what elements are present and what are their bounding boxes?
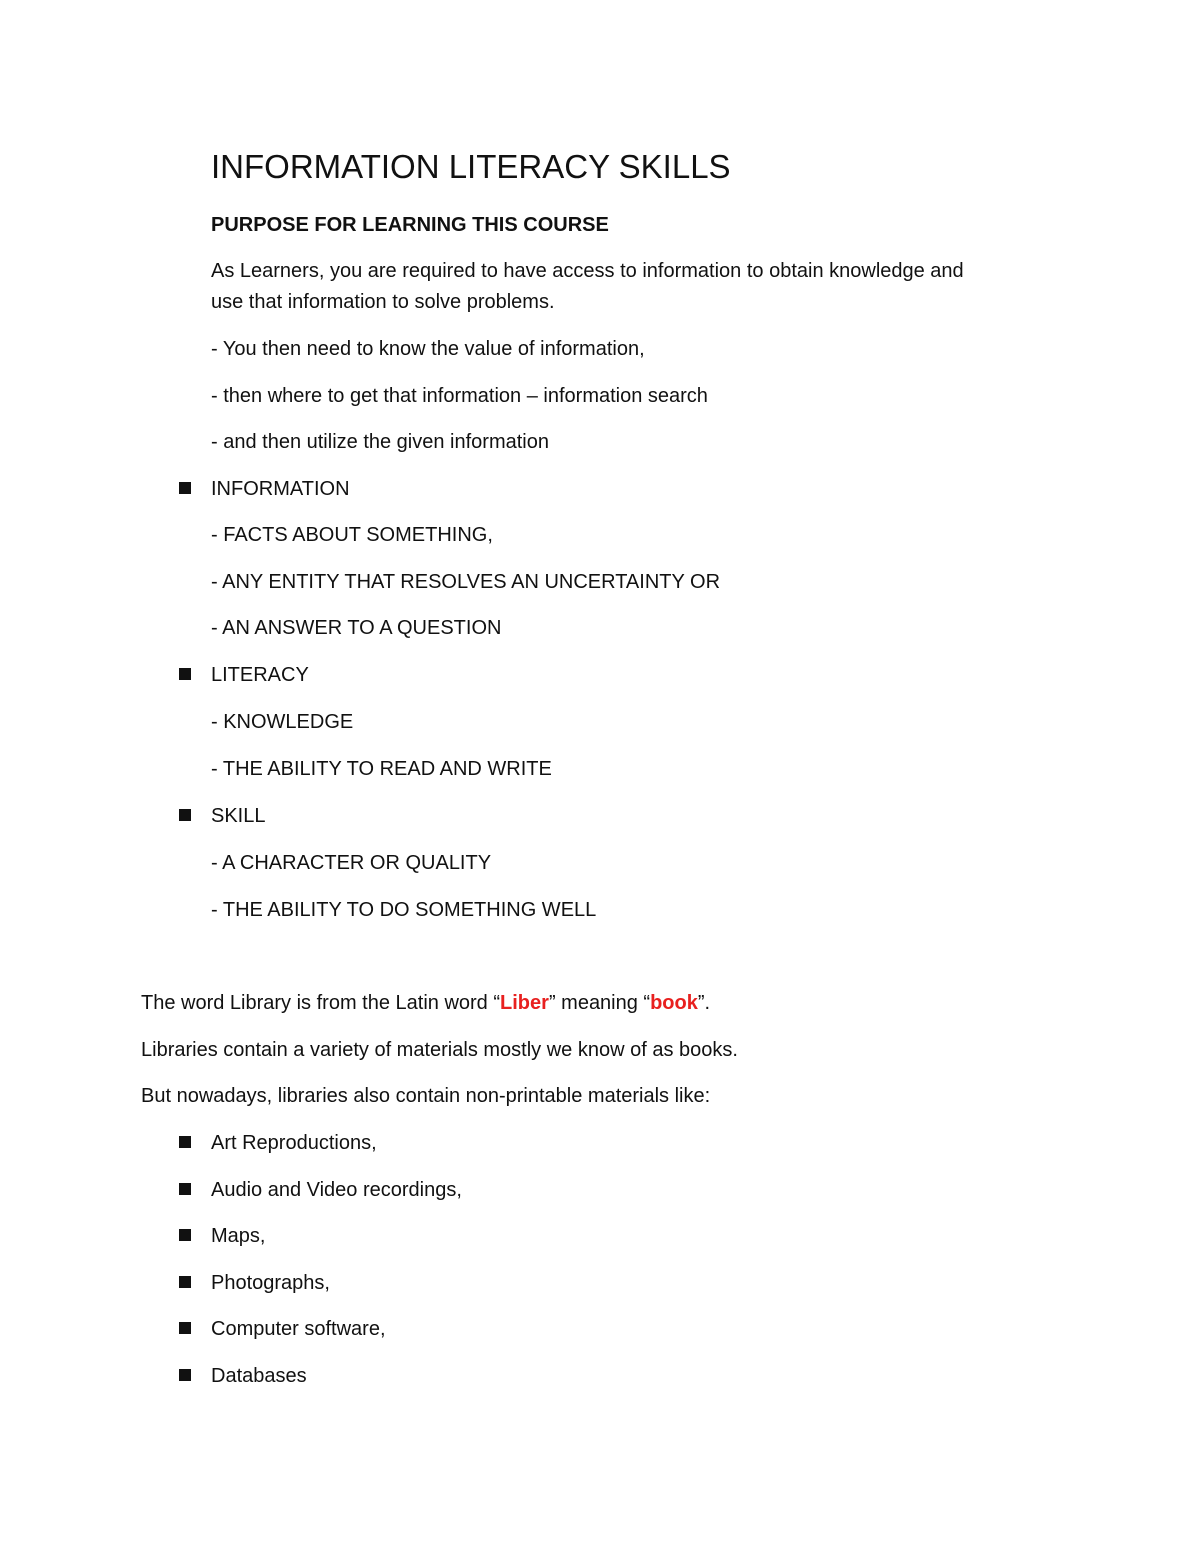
material-item: Art Reproductions,: [211, 1132, 377, 1154]
intro-line-1: As Learners, you are required to have access to information to obtain knowledge and: [211, 260, 964, 282]
square-bullet-icon: [179, 1183, 191, 1195]
page-title: INFORMATION LITERACY SKILLS: [211, 148, 731, 185]
definition-point: - FACTS ABOUT SOMETHING,: [211, 524, 493, 546]
definition-point: - AN ANSWER TO A QUESTION: [211, 617, 502, 639]
definition-term: SKILL: [211, 805, 266, 827]
definition-point: - KNOWLEDGE: [211, 711, 354, 733]
material-item: Maps,: [211, 1225, 266, 1247]
nowadays-line: But nowadays, libraries also contain non-printable materials like:: [141, 1085, 711, 1107]
library-origin-line: [141, 990, 710, 1016]
definition-term: LITERACY: [211, 664, 309, 686]
step-item: - and then utilize the given information: [211, 431, 549, 453]
square-bullet-icon: [179, 1369, 191, 1381]
square-bullet-icon: [179, 1322, 191, 1334]
step-item: - You then need to know the value of information,: [211, 338, 645, 360]
latin-word: Liber: [500, 992, 549, 1014]
material-item: Photographs,: [211, 1272, 330, 1294]
material-item: Databases: [211, 1365, 307, 1387]
square-bullet-icon: [179, 1276, 191, 1288]
square-bullet-icon: [179, 1136, 191, 1148]
definition-point: - THE ABILITY TO DO SOMETHING WELL: [211, 899, 597, 921]
definition-term: INFORMATION: [211, 478, 350, 500]
intro-line-2: use that information to solve problems.: [211, 291, 555, 313]
material-item: Computer software,: [211, 1318, 386, 1340]
materials-line: Libraries contain a variety of materials mostly we know of as books.: [141, 1039, 738, 1061]
library-origin-text: ”.: [697, 992, 711, 1014]
word-meaning: book: [650, 992, 698, 1014]
definition-point: - ANY ENTITY THAT RESOLVES AN UNCERTAINTY OR: [211, 571, 721, 593]
purpose-heading: PURPOSE FOR LEARNING THIS COURSE: [211, 214, 609, 236]
square-bullet-icon: [179, 668, 191, 680]
definition-point: - A CHARACTER OR QUALITY: [211, 852, 492, 874]
definition-point: - THE ABILITY TO READ AND WRITE: [211, 758, 552, 780]
square-bullet-icon: [179, 482, 191, 494]
library-origin-text: ” meaning “: [548, 992, 651, 1014]
square-bullet-icon: [179, 809, 191, 821]
step-item: - then where to get that information – information search: [211, 385, 708, 407]
library-origin-text: The word Library is from the Latin word “: [141, 992, 501, 1014]
material-item: Audio and Video recordings,: [211, 1179, 462, 1201]
square-bullet-icon: [179, 1229, 191, 1241]
